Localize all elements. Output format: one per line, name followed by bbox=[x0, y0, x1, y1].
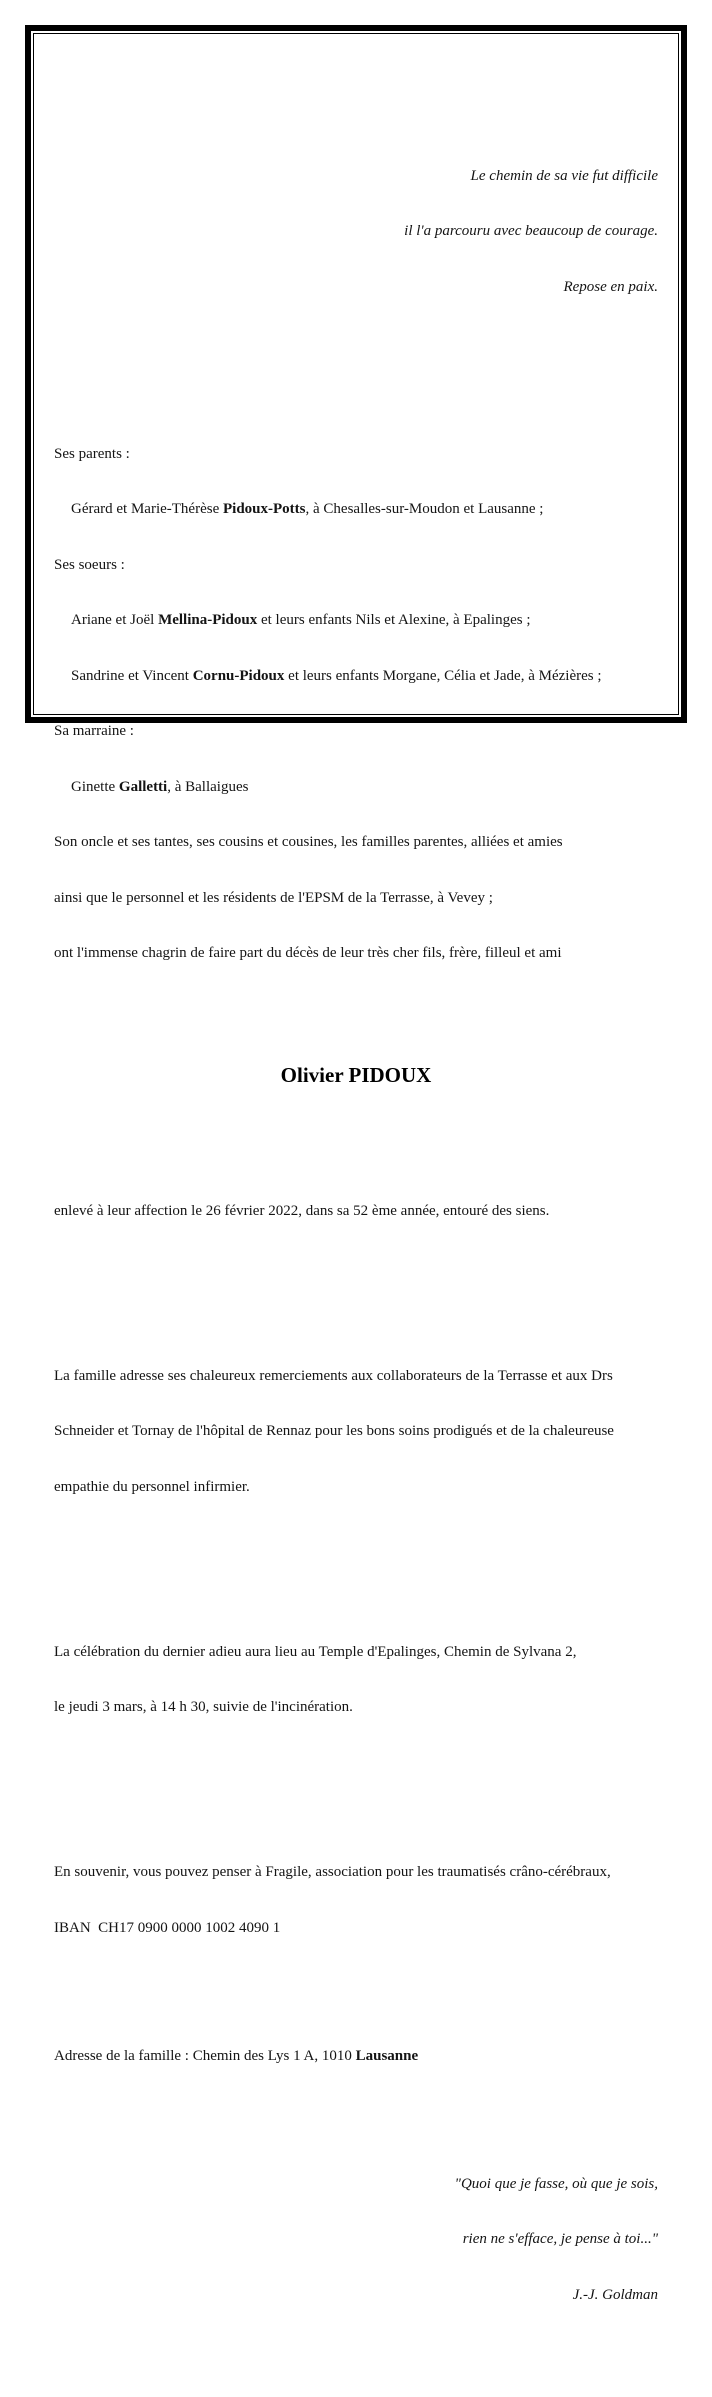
death-info-paragraph bbox=[54, 1165, 658, 1258]
parents-names-prefix: Gérard et Marie-Thérèse bbox=[71, 501, 223, 517]
sister2-surname: Cornu-Pidoux bbox=[192, 667, 285, 684]
obituary-content bbox=[54, 74, 658, 2397]
family-address bbox=[54, 2047, 658, 2066]
godmother-name-prefix: Ginette bbox=[71, 778, 119, 795]
epigraph-line: Repose en paix. bbox=[563, 278, 658, 295]
parents-surname: Pidoux-Potts bbox=[223, 501, 306, 517]
donation-iban-line: IBAN CH17 0900 0000 1002 4090 1 bbox=[54, 1919, 281, 1936]
family-line-relatives-1: Son oncle et ses tantes, ses cousins et cousines, les familles parentes, alliées et amies bbox=[54, 834, 563, 850]
quote-line: rien ne s'efface, je pense à toi..." bbox=[462, 2231, 658, 2247]
family-line-announcement: ont l'immense chagrin de faire part du décès de leur très cher fils, frère, filleul et ami bbox=[54, 945, 562, 961]
godmother-location: , à Ballaigues bbox=[167, 778, 249, 795]
epigraph-line: Le chemin de sa vie fut difficile bbox=[470, 167, 658, 184]
thanks-paragraph bbox=[54, 1330, 658, 1534]
address-text: Adresse de la famille : Chemin des Lys 1 A, 1010 bbox=[54, 2047, 356, 2064]
address-city: Lausanne bbox=[355, 2047, 419, 2064]
death-info-line: enlevé à leur affection le 26 février 2022, dans sa 52 ème année, entouré des siens. bbox=[54, 1202, 550, 1219]
family-line-sisters-label: Ses soeurs : bbox=[54, 556, 125, 573]
donation-line: En souvenir, vous pouvez penser à Fragile, association pour les traumatisés crâno-cérébraux, bbox=[54, 1864, 611, 1880]
family-line-parents bbox=[54, 500, 658, 519]
thanks-line: Schneider et Tornay de l'hôpital de Rennaz pour les bons soins prodigués et de la chaleureuse bbox=[54, 1423, 614, 1439]
outer-border-frame bbox=[25, 25, 687, 2303]
sister2-names-prefix: Sandrine et Vincent bbox=[71, 667, 193, 684]
family-line-godmother-label: Sa marraine : bbox=[54, 723, 134, 739]
sister1-names-prefix: Ariane et Joël bbox=[71, 612, 159, 628]
closing-quote bbox=[54, 2138, 658, 2342]
parents-location: , à Chesalles-sur-Moudon et Lausanne ; bbox=[305, 501, 544, 517]
thanks-line: empathie du personnel infirmier. bbox=[54, 1478, 250, 1495]
inner-border-frame bbox=[33, 33, 679, 2303]
family-line-sister2 bbox=[54, 667, 658, 686]
epigraph bbox=[54, 130, 658, 334]
deceased-name: Olivier PIDOUX bbox=[280, 1063, 432, 1087]
ceremony-line: La célébration du dernier adieu aura lieu au Temple d'Epalinges, Chemin de Sylvana 2, bbox=[54, 1643, 577, 1660]
sister2-details: et leurs enfants Morgane, Célia et Jade, à Mézières ; bbox=[284, 667, 602, 684]
godmother-surname: Galletti bbox=[118, 778, 168, 795]
family-line-relatives-2: ainsi que le personnel et les résidents de l'EPSM de la Terrasse, à Vevey ; bbox=[54, 889, 493, 906]
sister1-surname: Mellina-Pidoux bbox=[158, 612, 258, 628]
donation-paragraph bbox=[54, 1826, 658, 1974]
family-section bbox=[54, 408, 658, 1000]
ceremony-paragraph bbox=[54, 1606, 658, 1754]
quote-line: "Quoi que je fasse, où que je sois, bbox=[454, 2175, 658, 2192]
family-line-parents-label: Ses parents : bbox=[54, 445, 130, 462]
ceremony-line: le jeudi 3 mars, à 14 h 30, suivie de l'incinération. bbox=[54, 1699, 353, 1715]
quote-author: J.-J. Goldman bbox=[572, 2286, 658, 2303]
sister1-details: et leurs enfants Nils et Alexine, à Epalinges ; bbox=[257, 612, 531, 628]
thanks-line: La famille adresse ses chaleureux remerciements aux collaborateurs de la Terrasse et aux Drs bbox=[54, 1367, 613, 1384]
family-line-godmother bbox=[54, 778, 658, 797]
family-line-sister1 bbox=[54, 611, 658, 630]
epigraph-line: il l'a parcouru avec beaucoup de courage. bbox=[404, 223, 658, 239]
